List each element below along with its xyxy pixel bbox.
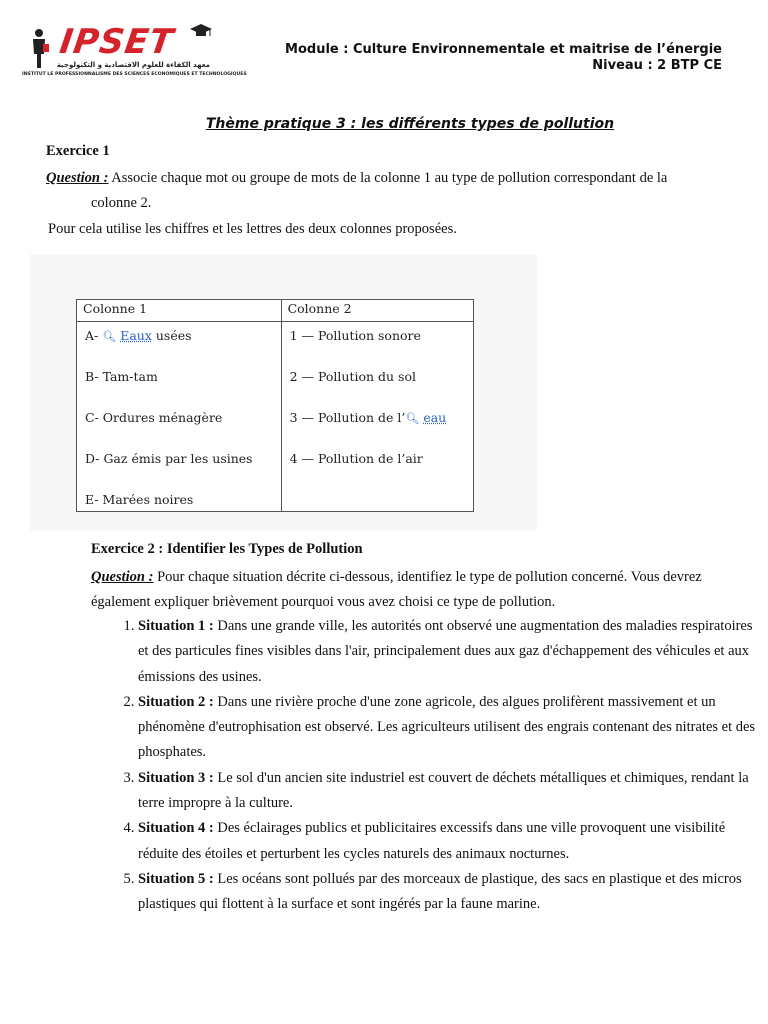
logo-wordmark: IPSET: [57, 22, 177, 62]
logo-arabic-name: معهد الكفاءة للعلوم الاقتصادية و التكنولوجية: [56, 61, 210, 69]
question-label: Question :: [91, 569, 154, 585]
column-1-header: Colonne 1: [77, 300, 282, 322]
column-1-item-a: A- 🔍︎ Eaux usées: [85, 328, 192, 343]
question-text: Pour chaque situation décrite ci-dessous, identifiez le type de pollution concerné. Vous devrez également expliquer brièvement pourquoi vous avez choisi ce type de pollution.: [91, 569, 702, 610]
theme-title: Thème pratique 3 : les différents types de pollution: [205, 116, 615, 132]
exercise-1-title: Exercice 1: [46, 143, 110, 159]
student-figure-icon: [28, 28, 50, 68]
situation-item: 2. Situation 2 : Dans une rivière proche d'une zone agricole, des algues prolifèrent massivement et un phénomène d'eutrophisation est observé. Les agriculteurs utilisent des engrais contenant des nitrates et des phosphates.: [138, 690, 766, 766]
graduation-cap-icon: [190, 24, 212, 38]
column-1-item-c: C- Ordures ménagère: [85, 410, 223, 425]
search-icon[interactable]: 🔍︎: [405, 412, 420, 425]
column-2-item-4: 4 — Pollution de l’air: [289, 451, 423, 466]
situations-list: [98, 614, 766, 918]
exercise-1-instruction: Pour cela utilise les chiffres et les lettres des deux colonnes proposées.: [48, 221, 457, 237]
lookup-link-eaux[interactable]: Eaux: [120, 328, 152, 343]
question-text-continued: colonne 2.: [91, 195, 152, 211]
module-title: Module : Culture Environnementale et maitrise de l’énergie: [285, 42, 722, 57]
column-1-item-b: B- Tam-tam: [85, 369, 158, 384]
column-1-item-d: D- Gaz émis par les usines: [85, 451, 253, 466]
column-1-item-e: E- Marées noires: [85, 492, 194, 507]
situation-item: 1. Situation 1 : Dans une grande ville, les autorités ont observé une augmentation des maladies respiratoires et des particules fines visibles dans l'air, principalement dues aux gaz d'échappement des véhicules et aux émissions des usines.: [138, 614, 766, 690]
column-2-item-1: 1 — Pollution sonore: [289, 328, 421, 343]
institute-logo: [22, 22, 247, 80]
situation-item: 3. Situation 3 : Le sol d'un ancien site industriel est couvert de déchets métalliques et chimiques, rendant la terre impropre à la culture.: [138, 766, 766, 817]
situation-item: 5. Situation 5 : Les océans sont pollués par des morceaux de plastique, des sacs en plastique et des micros plastiques qui flottent à la surface et sont ingérés par la faune marine.: [138, 867, 766, 918]
exercise-2-question: [91, 565, 731, 615]
matching-table: [76, 299, 474, 512]
column-2-item-3: 3 — Pollution de l’🔍︎ eau: [289, 410, 447, 425]
logo-tagline: INSTITUT LE PROFESSIONNALISME DES SCIENCES ECONOMIQUES ET TECHNOLOGIQUES: [22, 72, 247, 77]
level-label: Niveau : 2 BTP CE: [592, 58, 722, 73]
column-1-cell: [77, 322, 282, 512]
column-2-item-2: 2 — Pollution du sol: [289, 369, 416, 384]
lookup-link-eau[interactable]: eau: [423, 410, 447, 425]
document-header: [285, 42, 722, 74]
search-icon[interactable]: 🔍︎: [102, 330, 117, 343]
column-2-header: Colonne 2: [281, 300, 473, 322]
exercise-2-title: Exercice 2 : Identifier les Types de Pollution: [91, 541, 363, 557]
column-2-cell: [281, 322, 473, 512]
exercise-1-question: [46, 166, 726, 216]
question-label: Question :: [46, 170, 109, 186]
question-text: Associe chaque mot ou groupe de mots de la colonne 1 au type de pollution correspondant de la: [108, 170, 668, 186]
situation-item: 4. Situation 4 : Des éclairages publics et publicitaires excessifs dans une ville provoquent une visibilité réduite des étoiles et perturbent les cycles naturels des animaux nocturnes.: [138, 816, 766, 867]
